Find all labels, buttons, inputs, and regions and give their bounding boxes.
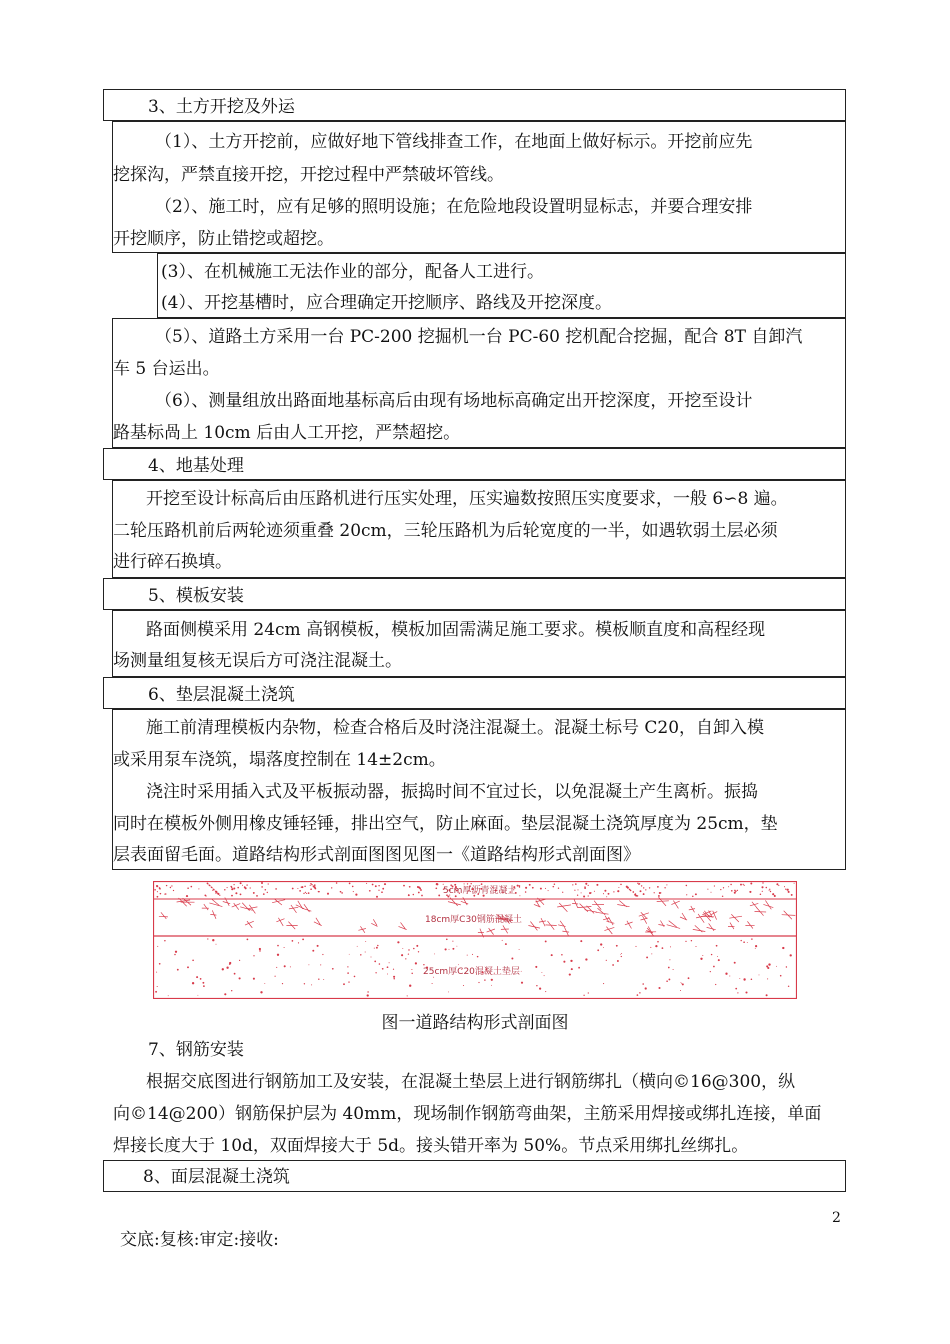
section-5-heading: 5、模板安装 bbox=[148, 586, 244, 606]
item-2-line-2: 开挖顺序，防止错挖或超挖。 bbox=[113, 229, 334, 249]
item-1-line-1: （1）、土方开挖前，应做好地下管线排查工作，在地面上做好标示。开挖前应先 bbox=[155, 132, 753, 152]
figure-caption: 图一道路结构形式剖面图 bbox=[381, 1013, 569, 1033]
section-5-line-1: 路面侧模采用 24cm 高钢模板，模板加固需满足施工要求。模板顺直度和高程经现 bbox=[146, 620, 766, 640]
signature-footer: 交底:复核:审定:接收: bbox=[120, 1230, 279, 1250]
layer-1-label: 5cm厚沥青混凝土 bbox=[443, 886, 517, 896]
section-4-line-2: 二轮压路机前后两轮迹须重叠 20cm，三轮压路机为后轮宽度的一半，如遇软弱土层必须 bbox=[113, 521, 778, 541]
section-8-heading: 8、面层混凝土浇筑 bbox=[143, 1167, 290, 1187]
section-7-line-1: 根据交底图进行钢筋加工及安装，在混凝土垫层上进行钢筋绑扎（横向©16@300，纵 bbox=[146, 1072, 796, 1092]
page-number: 2 bbox=[832, 1210, 841, 1226]
section-4-line-1: 开挖至设计标高后由压路机进行压实处理，压实遍数按照压实度要求，一般 6∽8 遍。 bbox=[146, 489, 788, 509]
section-6-para1-line-1: 施工前清理模板内杂物，检查合格后及时浇注混凝土。混凝土标号 C20，自卸入模 bbox=[146, 718, 765, 738]
item-1-line-2: 挖探沟，严禁直接开挖，开挖过程中严禁破坏管线。 bbox=[113, 165, 504, 185]
item-2-line-1: （2）、施工时，应有足够的照明设施；在危险地段设置明显标志，并要合理安排 bbox=[155, 197, 753, 217]
item-5-line-1: （5）、道路土方采用一台 PC-200 挖掘机一台 PC-60 挖机配合挖掘，配合 8T 自卸汽 bbox=[155, 327, 803, 347]
layer-2-label: 18cm厚C30钢筋混凝土 bbox=[425, 915, 522, 925]
item-6-line-2: 路基标咼上 10cm 后由人工开挖，严禁超挖。 bbox=[113, 423, 461, 443]
section-4-line-3: 进行碎石换填。 bbox=[113, 552, 232, 572]
item-5-line-2: 车 5 台运出。 bbox=[113, 359, 220, 379]
section-6-heading: 6、垫层混凝土浇筑 bbox=[148, 685, 295, 705]
section-6-para2-line-2: 同时在模板外侧用橡皮锤轻锤，排出空气，防止麻面。垫层混凝土浇筑厚度为 25cm，垫 bbox=[113, 814, 778, 834]
road-section-figure bbox=[153, 881, 797, 999]
section-3-heading: 3、土方开挖及外运 bbox=[148, 97, 295, 117]
layer-3-label: 25cm厚C20混凝土垫层 bbox=[423, 967, 520, 977]
section-7-line-2: 向©14@200）钢筋保护层为 40mm，现场制作钢筋弯曲架，主筋采用焊接或绑扎连接，单面 bbox=[113, 1104, 822, 1124]
item-3-line: (3）、在机械施工无法作业的部分，配备人工进行。 bbox=[161, 262, 544, 282]
section-6-para1-line-2: 或采用泵车浇筑，塌落度控制在 14±2cm。 bbox=[113, 750, 446, 770]
section-5-line-2: 场测量组复核无误后方可浇注混凝土。 bbox=[113, 651, 402, 671]
section-7-line-3: 焊接长度大于 10d，双面焊接大于 5d。接头错开率为 50%。节点采用绑扎丝绑扎。 bbox=[113, 1136, 749, 1156]
section-6-para2-line-3: 层表面留毛面。道路结构形式剖面图图见图一《道路结构形式剖面图》 bbox=[113, 845, 640, 865]
item-6-line-1: （6）、测量组放出路面地基标高后由现有场地标高确定出开挖深度，开挖至设计 bbox=[155, 391, 753, 411]
section-4-heading: 4、地基处理 bbox=[148, 456, 244, 476]
section-7-heading: 7、钢筋安装 bbox=[148, 1040, 244, 1060]
section-6-para2-line-1: 浇注时采用插入式及平板振动器，振捣时间不宜过长，以免混凝土产生离析。振捣 bbox=[146, 782, 758, 802]
item-4-line: (4）、开挖基槽时，应合理确定开挖顺序、路线及开挖深度。 bbox=[161, 293, 612, 313]
